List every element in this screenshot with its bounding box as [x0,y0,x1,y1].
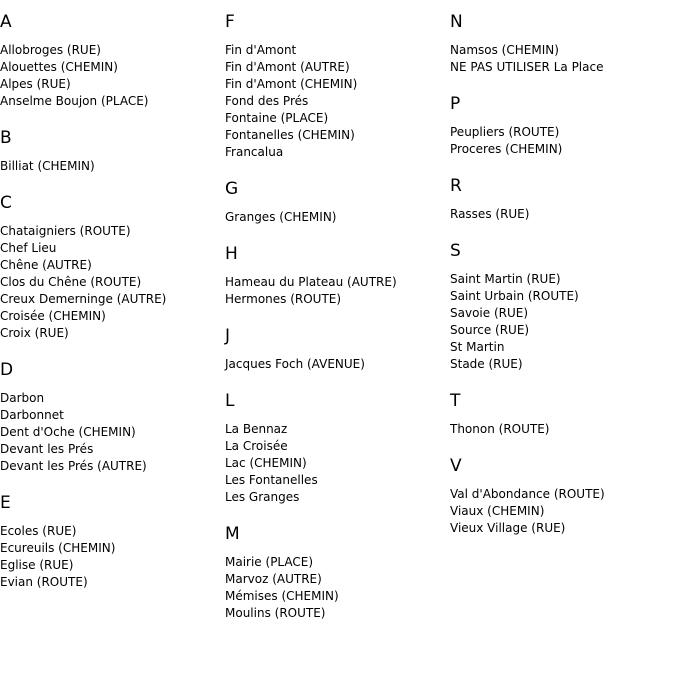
street-item[interactable]: Chataigniers (ROUTE) [0,224,131,238]
street-item[interactable]: Fin d'Amont (CHEMIN) [225,77,358,91]
street-item[interactable]: Stade (RUE) [450,357,523,371]
street-list [450,421,675,438]
street-item[interactable]: Croisée (CHEMIN) [0,309,106,323]
street-item[interactable]: St Martin [450,340,505,354]
street-item[interactable]: Lac (CHEMIN) [225,456,307,470]
street-item[interactable]: Anselme Boujon (PLACE) [0,94,149,108]
letter-group [450,176,675,223]
index-column [0,12,225,609]
street-item[interactable]: Dent d'Oche (CHEMIN) [0,425,136,439]
street-item[interactable]: Vieux Village (RUE) [450,521,566,535]
letter-heading: R [450,176,462,196]
letter-group [225,326,450,373]
street-list [450,271,675,373]
letter-heading: D [0,360,14,380]
letter-heading: N [450,12,463,32]
letter-group [450,241,675,373]
street-item[interactable]: Val d'Abondance (ROUTE) [450,487,605,501]
street-item[interactable]: Saint Urbain (ROUTE) [450,289,579,303]
letter-heading: T [450,391,461,411]
street-list [0,523,225,591]
letter-group [450,12,675,76]
letter-heading: E [0,493,11,513]
letter-group [450,94,675,158]
street-item[interactable]: Les Fontanelles [225,473,318,487]
street-item[interactable]: Mairie (PLACE) [225,555,314,569]
letter-heading: P [450,94,461,114]
street-list [0,223,225,342]
letter-heading: J [225,326,231,346]
street-item[interactable]: Hameau du Plateau (AUTRE) [225,275,397,289]
street-item[interactable]: Viaux (CHEMIN) [450,504,545,518]
street-item[interactable]: Thonon (ROUTE) [450,422,550,436]
street-item[interactable]: Fin d'Amont (AUTRE) [225,60,350,74]
letter-heading: G [225,179,239,199]
street-item[interactable]: Evian (ROUTE) [0,575,88,589]
street-item[interactable]: Alouettes (CHEMIN) [0,60,118,74]
street-item[interactable]: Ecoles (RUE) [0,524,77,538]
letter-heading: V [450,456,462,476]
street-item[interactable]: La Croisée [225,439,288,453]
street-item[interactable]: Alpes (RUE) [0,77,71,91]
street-item[interactable]: Devant les Prés (AUTRE) [0,459,147,473]
letter-group [0,128,225,175]
street-item[interactable]: Mémises (CHEMIN) [225,589,339,603]
street-list [450,486,675,537]
letter-group [0,360,225,475]
street-list [225,421,450,506]
letter-heading: M [225,524,240,544]
letter-heading: F [225,12,235,32]
street-item[interactable]: Proceres (CHEMIN) [450,142,563,156]
letter-heading: C [0,193,12,213]
letter-group [225,12,450,161]
street-item[interactable]: Ecureuils (CHEMIN) [0,541,116,555]
street-list [225,274,450,308]
street-list [450,42,675,76]
street-list [0,42,225,110]
letter-group [0,493,225,591]
street-item[interactable]: Allobroges (RUE) [0,43,101,57]
street-item[interactable]: Marvoz (AUTRE) [225,572,322,586]
street-list [225,554,450,622]
letter-heading: A [0,12,12,32]
street-list [0,158,225,175]
street-item[interactable]: Fond des Prés [225,94,309,108]
street-item[interactable]: Darbonnet [0,408,64,422]
street-item[interactable]: Eglise (RUE) [0,558,74,572]
letter-group [225,524,450,622]
street-item[interactable]: Granges (CHEMIN) [225,210,337,224]
street-item[interactable]: Moulins (ROUTE) [225,606,326,620]
letter-group [225,179,450,226]
street-item[interactable]: Clos du Chêne (ROUTE) [0,275,142,289]
street-item[interactable]: Francalua [225,145,284,159]
street-item[interactable]: NE PAS UTILISER La Place [450,60,604,74]
street-item[interactable]: Savoie (RUE) [450,306,529,320]
index-column [225,12,450,640]
street-list [225,42,450,161]
letter-group [225,244,450,308]
street-item[interactable]: Hermones (ROUTE) [225,292,342,306]
street-item[interactable]: Source (RUE) [450,323,530,337]
street-item[interactable]: Darbon [0,391,45,405]
street-item[interactable]: La Bennaz [225,422,288,436]
street-item[interactable]: Fin d'Amont [225,43,297,57]
street-item[interactable]: Jacques Foch (AVENUE) [225,357,365,371]
street-list [225,209,450,226]
street-item[interactable]: Peupliers (ROUTE) [450,125,560,139]
index-column [450,12,675,555]
letter-heading: H [225,244,238,264]
letter-group [0,12,225,110]
street-item[interactable]: Fontanelles (CHEMIN) [225,128,355,142]
letter-group [450,391,675,438]
street-item[interactable]: Creux Demerninge (AUTRE) [0,292,167,306]
street-list [450,206,675,223]
street-item[interactable]: Namsos (CHEMIN) [450,43,559,57]
letter-group [450,456,675,537]
street-item[interactable]: Les Granges [225,490,300,504]
street-item[interactable]: Croix (RUE) [0,326,69,340]
letter-heading: B [0,128,12,148]
street-list [0,390,225,475]
street-list [225,356,450,373]
letter-heading: L [225,391,235,411]
street-list [450,124,675,158]
street-item[interactable]: Billiat (CHEMIN) [0,159,95,173]
street-item[interactable]: Chêne (AUTRE) [0,258,92,272]
letter-group [225,391,450,506]
street-item[interactable]: Fontaine (PLACE) [225,111,329,125]
letter-group [0,193,225,342]
street-item[interactable]: Rasses (RUE) [450,207,530,221]
street-item[interactable]: Saint Martin (RUE) [450,272,561,286]
street-item[interactable]: Devant les Prés [0,442,94,456]
street-item[interactable]: Chef Lieu [0,241,57,255]
letter-heading: S [450,241,461,261]
